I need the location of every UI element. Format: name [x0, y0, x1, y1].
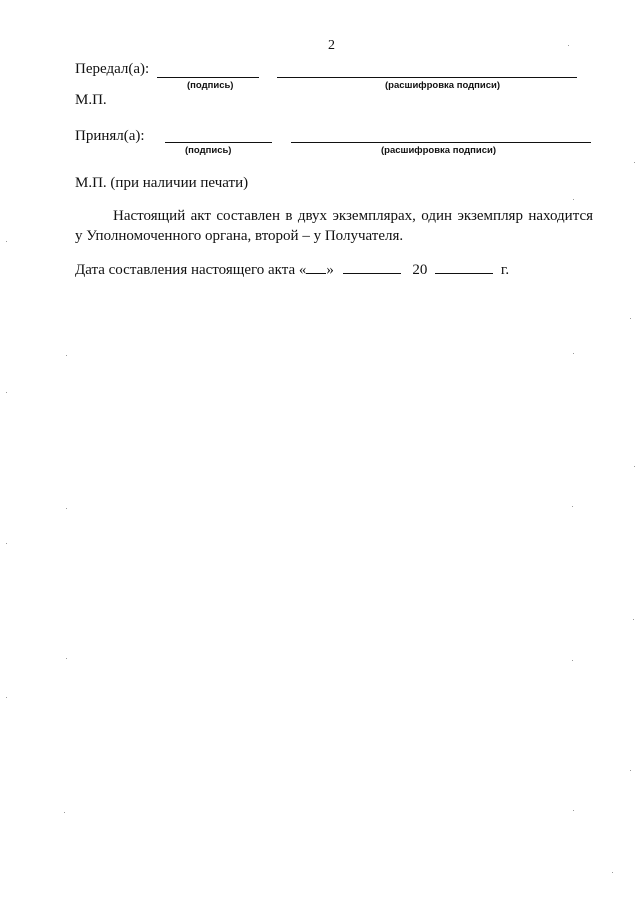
scan-speck	[572, 506, 573, 507]
paragraph-line-2: у Уполномоченного органа, второй – у Получателя.	[75, 228, 404, 244]
scan-speck	[66, 658, 67, 659]
received-label: Принял(а):	[75, 128, 145, 144]
received-signature-line	[165, 142, 272, 143]
scan-speck	[630, 318, 631, 319]
scan-speck	[66, 508, 67, 509]
act-statement-paragraph	[75, 206, 593, 246]
day-blank	[306, 261, 326, 274]
scan-speck	[573, 810, 574, 811]
year-prefix: 20	[412, 262, 428, 278]
transferred-decryption-caption: (расшифровка подписи)	[385, 80, 501, 91]
received-decryption-line	[291, 142, 591, 143]
scan-speck	[573, 353, 574, 354]
month-blank	[343, 261, 401, 274]
stamp-place-2: М.П. (при наличии печати)	[75, 175, 249, 191]
received-signature-caption: (подпись)	[185, 145, 232, 156]
page-number: 2	[328, 38, 335, 53]
scan-speck	[6, 392, 7, 393]
date-prefix: Дата составления настоящего акта «	[75, 262, 307, 278]
scan-speck	[634, 466, 635, 467]
received-decryption-caption: (расшифровка подписи)	[381, 145, 497, 156]
scan-speck	[6, 697, 7, 698]
date-of-act-line	[75, 261, 509, 279]
scan-speck	[630, 770, 631, 771]
scan-speck	[6, 543, 7, 544]
scan-speck	[612, 872, 613, 873]
transferred-decryption-line	[277, 77, 577, 78]
scan-speck	[64, 812, 65, 813]
scan-speck	[633, 619, 634, 620]
paragraph-line-1: Настоящий акт составлен в двух экземплярах, один экземпляр находится	[113, 208, 593, 224]
transferred-label: Передал(а):	[75, 61, 150, 77]
stamp-place-1: М.П.	[75, 92, 107, 108]
scan-speck	[573, 199, 574, 200]
year-blank	[435, 261, 493, 274]
scan-speck	[6, 241, 7, 242]
scan-speck	[66, 355, 67, 356]
date-close-quote: »	[326, 262, 334, 278]
transferred-signature-line	[157, 77, 259, 78]
scan-speck	[572, 660, 573, 661]
scan-speck	[568, 45, 569, 46]
transferred-signature-caption: (подпись)	[187, 80, 234, 91]
date-suffix: г.	[500, 262, 510, 278]
scan-speck	[634, 162, 635, 163]
